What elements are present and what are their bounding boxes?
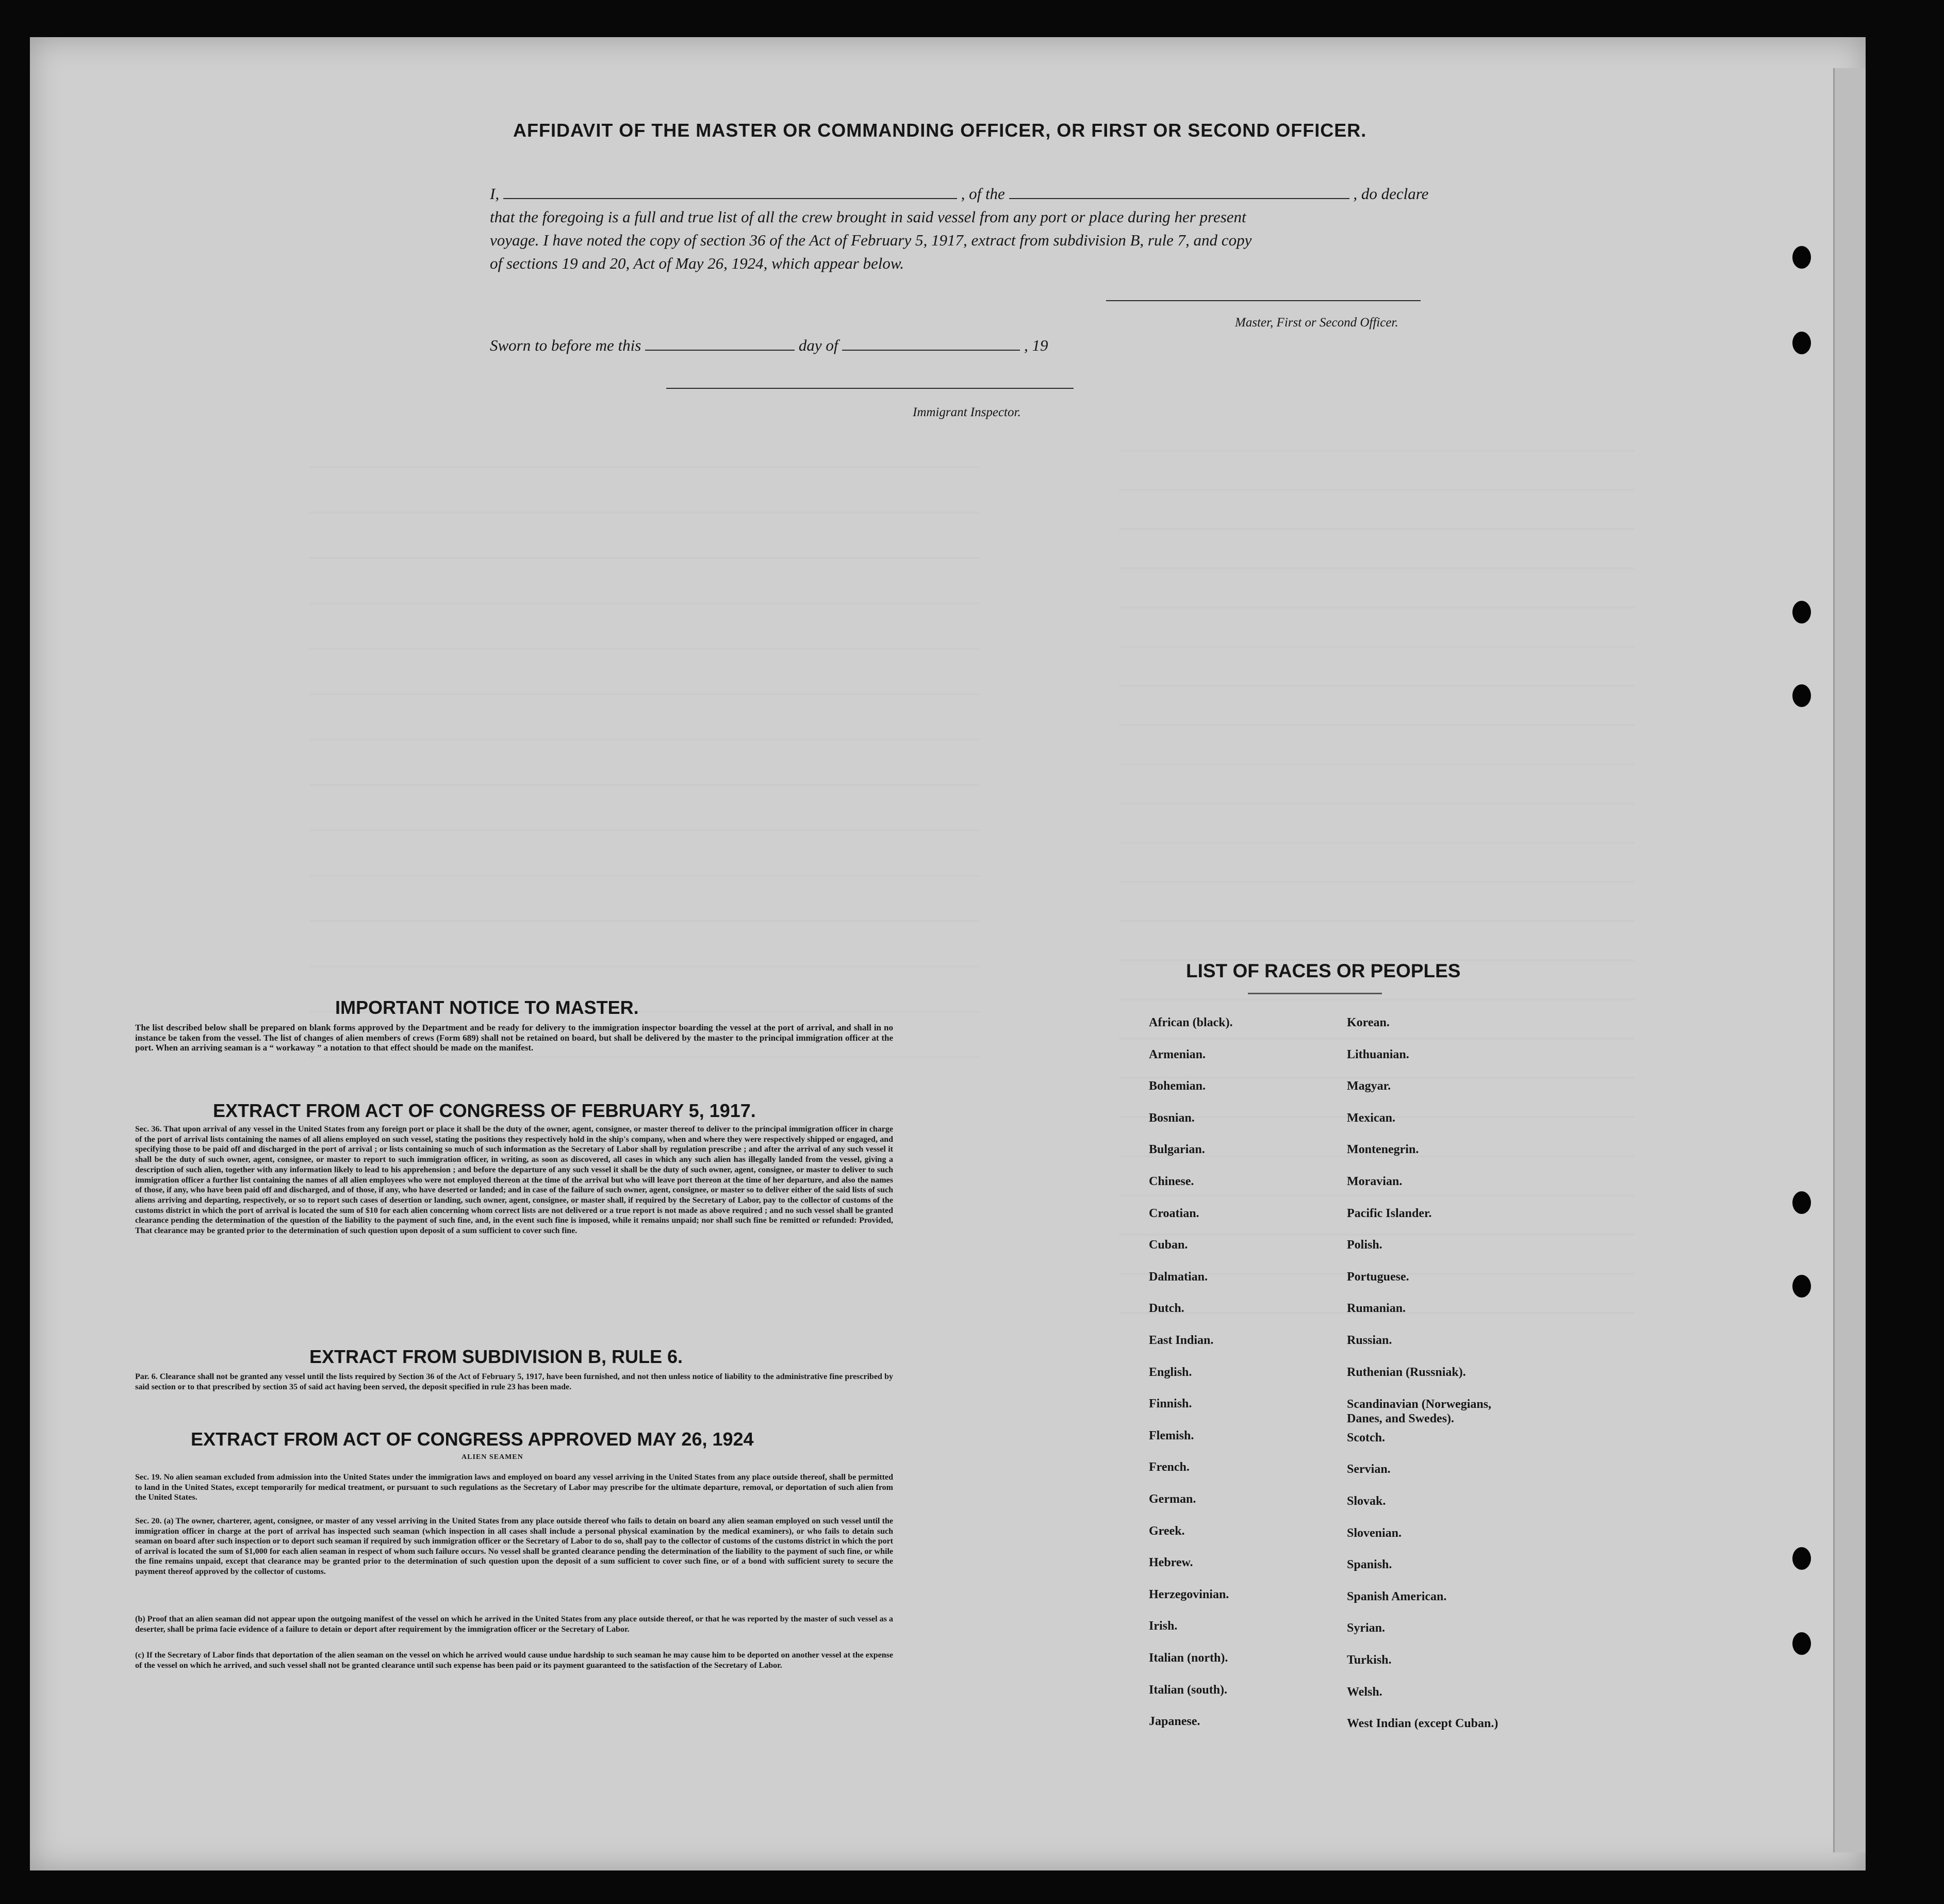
vessel-name-field[interactable] bbox=[1009, 185, 1349, 199]
section-20a-text: Sec. 20. (a) The owner, charterer, agent, consignee, or master of any vessel arriving in the United States from any place outside thereof who fails to detain on board any alien seaman employed on such vessel until the immigration officer in charge at the port of arrival has inspected such seaman (which inspection in all cases shall include a personal physical examination by the medical examiners), or who fails to detain such seaman on board after such inspection or to deport such seaman if required by such immigration officer or the Secretary of Labor to do so, shall pay to the collector of customs of the customs district in which the port of arrival is located the sum of $1,000 for each alien seaman in respect of whom such failure occurs. No vessel shall be granted clearance pending the determination of the liability to the payment of such fine, or while the fine remains unpaid, except that clearance may be granted prior to the determination of such question upon the deposit of a sum sufficient to cover such fine, or of a bond with sufficient surety to secure the payment thereof approved by the collector of customs. bbox=[135, 1517, 893, 1576]
declaration-text-2: that the foregoing is a full and true list of all the crew brought in said vessel from any port or place during her present bbox=[490, 208, 1246, 226]
section-20b-text: (b) Proof that an alien seaman did not appear upon the outgoing manifest of the vessel on which he arrived in the United States from any place outside thereof, or that he was reported by the master of such vessel as a deserter, shall be prima facie evidence of a failure to detain or deport after requirement by the immigration officer or the Secretary of Labor. bbox=[135, 1615, 893, 1634]
notice-title: IMPORTANT NOTICE TO MASTER. bbox=[335, 997, 639, 1018]
race-item: Slovenian. bbox=[1347, 1527, 1402, 1540]
alien-seamen-subtitle: ALIEN SEAMEN bbox=[462, 1453, 523, 1461]
master-signature-label: Master, First or Second Officer. bbox=[1235, 316, 1398, 330]
race-item: Croatian. bbox=[1149, 1207, 1199, 1220]
race-item: Italian (north). bbox=[1149, 1651, 1228, 1665]
extract-1917-body: Sec. 36. That upon arrival of any vessel in the United States from any foreign port or place it shall be the duty of the owner, agent, consignee, or master thereof to deliver to the principal immigration officer in charge of the port of arrival lists containing the names of all aliens employed on such vessel, stating the positions they respectively hold in the ship's company, when and where they were respectively shipped or engaged, and specifying those to be paid off and discharged in the port of arrival ; or lists containing so much of such information as the Secretary of Labor shall by regulation prescribe ; and after the arrival of any such vessel it shall be the duty of such owner, agent, consignee, or master to report to such immigration officer, in writing, as soon as discovered, all cases in which any such alien has illegally landed from the vessel, giving a description of such alien, together with any information likely to lead to his apprehension ; and before the departure of any such vessel it shall be the duty of such owner, agent, consignee, or master to deliver to such immigration officer a further list containing the names of all alien employees who were not employed thereon at the time of the arrival but who will leave port thereon at the time of her departure, and also the names of those, if any, who have been paid off and discharged, and of those, if any, who have deserted or landed; and in case of the failure of such owner, agent, consignee, or master so to deliver either of the said lists of such aliens arriving and departing, respectively, or so to report such cases of desertion or landing, such owner, agent, consignee, or master shall, if required by the Secretary of Labor, pay to the collector of customs of the customs district in which the port of arrival is located the sum of $10 for each alien concerning whom correct lists are not delivered or a true report is not made as above required ; and no such vessel shall be granted clearance pending the determination of the question of the liability to the payment of such fine, and, in the event such fine is imposed, while it remains unpaid; nor shall such fine be remitted or refunded: Provided, That clearance may be granted prior to the determination of such question upon deposit of a sum sufficient to cover such fine. bbox=[135, 1125, 893, 1236]
inspector-signature-field[interactable] bbox=[666, 388, 1074, 389]
binder-hole bbox=[1792, 246, 1811, 269]
race-item: Greek. bbox=[1149, 1524, 1185, 1538]
declaration-text-3: voyage. I have noted the copy of section 36 of the Act of February 5, 1917, extract from subdivision B, rule 7, and copy bbox=[490, 231, 1252, 249]
race-item: Magyar. bbox=[1347, 1079, 1391, 1093]
race-item: English. bbox=[1149, 1366, 1192, 1379]
notice-body: The list described below shall be prepared on blank forms approved by the Department and be ready for delivery to the immigration inspector boarding the vessel at the port of arrival, and shall in no instance be taken from the vessel. The list of changes of alien members of crews (Form 689) shall not be retained on board, but shall be delivered by the master to the principal immigration officer at the port. When an arriving seaman is a “ workaway ” a notation to that effect should be made on the manifest. bbox=[135, 1023, 893, 1053]
binder-hole bbox=[1792, 684, 1811, 707]
declaration-text-4: of sections 19 and 20, Act of May 26, 1924, which appear below. bbox=[490, 254, 904, 272]
race-item: Scandinavian (Norwegians, Danes, and Swedes). bbox=[1347, 1398, 1492, 1425]
race-item: East Indian. bbox=[1149, 1334, 1214, 1347]
race-item: Rumanian. bbox=[1347, 1302, 1406, 1315]
race-item: Welsh. bbox=[1347, 1685, 1382, 1699]
race-item: Dutch. bbox=[1149, 1302, 1184, 1315]
year-label: , 19 bbox=[1024, 336, 1048, 354]
declarant-name-field[interactable] bbox=[503, 185, 957, 199]
race-item: West Indian (except Cuban.) bbox=[1347, 1717, 1498, 1730]
binder-hole bbox=[1792, 1547, 1811, 1570]
race-item: Cuban. bbox=[1149, 1238, 1188, 1252]
race-item: Russian. bbox=[1347, 1334, 1392, 1347]
race-item: Mexican. bbox=[1347, 1111, 1395, 1125]
declarant-label: I, bbox=[490, 185, 500, 203]
inspector-label: Immigrant Inspector. bbox=[913, 405, 1021, 419]
sworn-line bbox=[490, 336, 1048, 355]
binder-hole bbox=[1792, 1191, 1811, 1214]
affidavit-title: AFFIDAVIT OF THE MASTER OR COMMANDING OFFICER, OR FIRST OR SECOND OFFICER. bbox=[513, 120, 1367, 141]
binder-hole bbox=[1792, 1632, 1811, 1655]
master-signature-field[interactable] bbox=[1106, 300, 1421, 301]
binder-hole bbox=[1792, 332, 1811, 354]
race-item: Syrian. bbox=[1347, 1621, 1386, 1635]
race-item: Turkish. bbox=[1347, 1653, 1392, 1667]
extract-1917-title: EXTRACT FROM ACT OF CONGRESS OF FEBRUARY 5, 1917. bbox=[213, 1100, 756, 1121]
race-item: Hebrew. bbox=[1149, 1556, 1193, 1569]
race-item: Portuguese. bbox=[1347, 1270, 1409, 1284]
race-item: Herzegovinian. bbox=[1149, 1588, 1229, 1601]
races-title-underline bbox=[1248, 993, 1382, 994]
sworn-day-field[interactable] bbox=[645, 336, 795, 351]
section-20c-text: (c) If the Secretary of Labor finds that deportation of the alien seaman on the vessel on which he arrived would cause undue hardship to such seaman he may cause him to be deported on another vessel at the expense of the vessel on which he arrived, and such vessel shall not be granted clearance until such expense has been paid or its payment guaranteed to the satisfaction of the Secretary of Labor. bbox=[135, 1651, 893, 1670]
race-item: Irish. bbox=[1149, 1619, 1178, 1633]
sworn-label: Sworn to before me this bbox=[490, 336, 641, 354]
race-item: Scotch. bbox=[1347, 1431, 1385, 1445]
declaration-line bbox=[490, 185, 1428, 203]
race-item: Polish. bbox=[1347, 1238, 1382, 1252]
of-the-label: , of the bbox=[961, 185, 1005, 203]
race-item: French. bbox=[1149, 1460, 1190, 1474]
subdivision-b-body: Par. 6. Clearance shall not be granted any vessel until the lists required by Section 36 of the Act of February 5, 1917, have been furnished, and not then unless notice of liability to the administrative fine prescribed by said section or to that prescribed by section 35 of said act having been served, the deposit specified in rule 23 has been made. bbox=[135, 1372, 893, 1391]
day-of-label: day of bbox=[798, 336, 838, 354]
race-item: Slovak. bbox=[1347, 1495, 1386, 1508]
race-item: Ruthenian (Russniak). bbox=[1347, 1366, 1466, 1379]
race-item: Armenian. bbox=[1149, 1048, 1206, 1061]
race-item: Spanish American. bbox=[1347, 1590, 1447, 1603]
page-edge bbox=[1833, 68, 1866, 1852]
race-item: Chinese. bbox=[1149, 1175, 1194, 1188]
race-item: Bohemian. bbox=[1149, 1079, 1206, 1093]
race-item: Flemish. bbox=[1149, 1429, 1194, 1442]
sworn-month-field[interactable] bbox=[842, 336, 1020, 351]
binder-hole bbox=[1792, 601, 1811, 623]
race-item: Pacific Islander. bbox=[1347, 1207, 1432, 1220]
races-title: LIST OF RACES OR PEOPLES bbox=[1186, 960, 1461, 981]
race-item: Italian (south). bbox=[1149, 1683, 1228, 1697]
race-item: Moravian. bbox=[1347, 1175, 1403, 1188]
race-item: Bulgarian. bbox=[1149, 1143, 1205, 1156]
declare-label: , do declare bbox=[1353, 185, 1429, 203]
race-item: Korean. bbox=[1347, 1016, 1390, 1029]
race-item: Dalmatian. bbox=[1149, 1270, 1208, 1284]
race-item: Spanish. bbox=[1347, 1558, 1392, 1571]
race-item: Montenegrin. bbox=[1347, 1143, 1419, 1156]
race-item: Finnish. bbox=[1149, 1397, 1192, 1410]
subdivision-b-title: EXTRACT FROM SUBDIVISION B, RULE 6. bbox=[309, 1346, 683, 1367]
race-item: Bosnian. bbox=[1149, 1111, 1195, 1125]
race-item: Japanese. bbox=[1149, 1715, 1200, 1728]
binder-hole bbox=[1792, 1275, 1811, 1298]
race-item: African (black). bbox=[1149, 1016, 1233, 1029]
race-item: Servian. bbox=[1347, 1463, 1391, 1476]
section-19-text: Sec. 19. No alien seaman excluded from admission into the United States under the immigration laws and employed on board any vessel arriving in the United States from any place outside thereof, shall be permitted to land in the United States, except temporarily for medical treatment, or pursuant to such regulations as the Secretary of Labor may prescribe for the ultimate departure, removal, or deportation of such alien from the United States. bbox=[135, 1473, 893, 1502]
race-item: Lithuanian. bbox=[1347, 1048, 1409, 1061]
extract-1924-title: EXTRACT FROM ACT OF CONGRESS APPROVED MAY 26, 1924 bbox=[191, 1429, 754, 1450]
race-item: German. bbox=[1149, 1492, 1196, 1506]
